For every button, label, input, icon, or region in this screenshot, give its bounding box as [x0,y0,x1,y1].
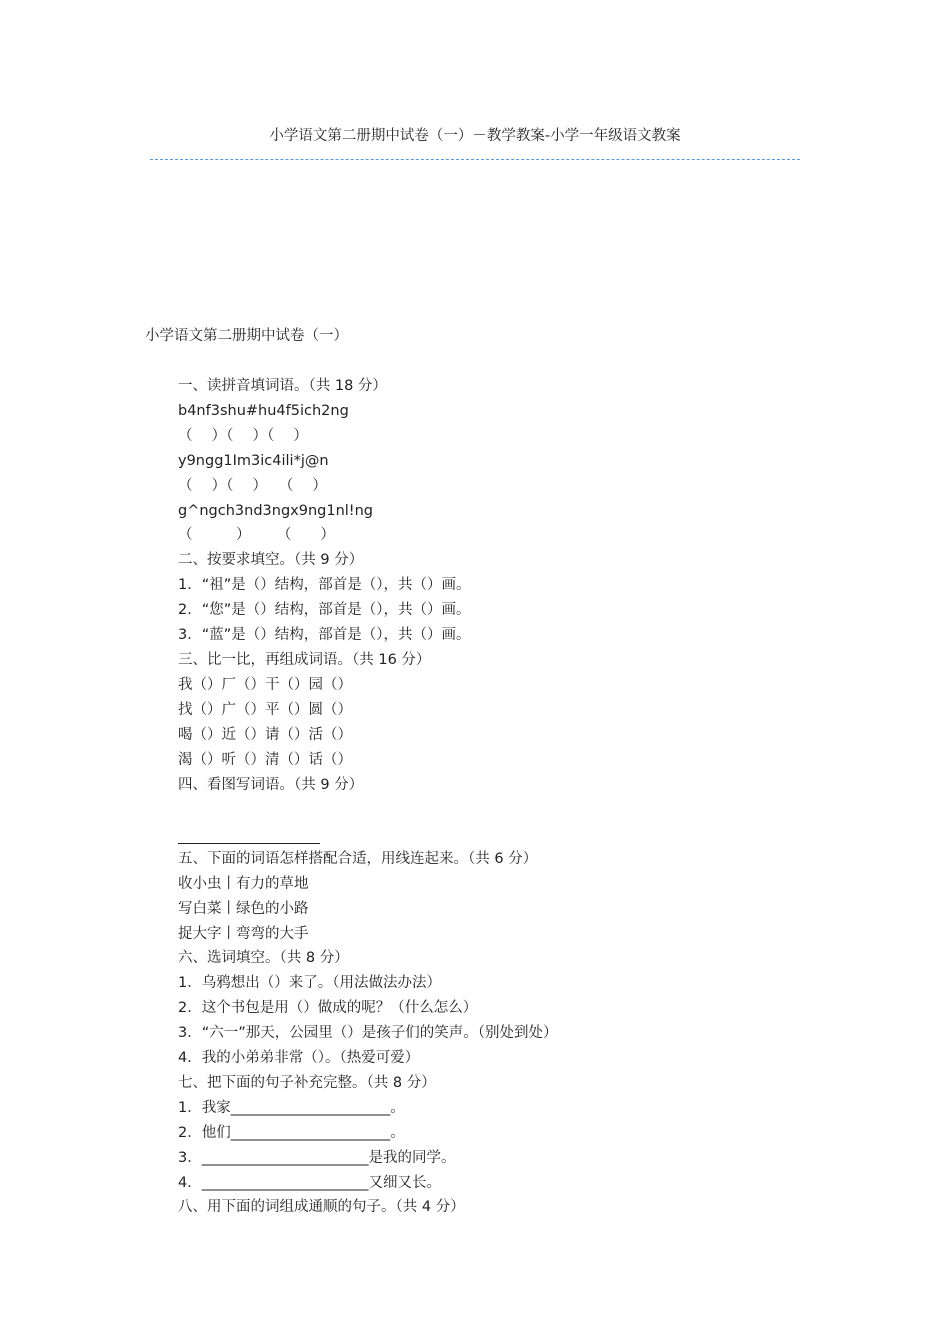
section-5-row-2: 写白菜丨绿色的小路 [178,901,309,917]
section-7-item-1: 1．我家______________________。 [178,1100,405,1116]
blank-brackets-line-2: （ ）（ ） （ ） [178,478,327,494]
section-2-heading: 二、按要求填空。（共 9 分） [178,552,364,568]
section-7-item-4: 4．_______________________又细又长。 [178,1175,441,1191]
section-5-heading: 五、下面的词语怎样搭配合适，用线连起来。（共 6 分） [178,851,538,867]
section-7-heading: 七、把下面的句子补充完整。（共 8 分） [178,1075,436,1091]
section-3-row-1: 我（）厂（）干（）园（） [178,677,352,693]
pinyin-line-1: b4nf3shu#hu4f5ich2ng [178,403,349,419]
section-7-item-3: 3．_______________________是我的同学。 [178,1150,456,1166]
section-7-item-2: 2．他们______________________。 [178,1125,405,1141]
section-6-item-4: 4．我的小弟弟非常（）。（热爱可爱） [178,1050,420,1066]
section-3-heading: 三、比一比，再组成词语。（共 16 分） [178,652,431,668]
section-3-row-4: 渴（）听（）清（）话（） [178,752,352,768]
section-5-row-1: 收小虫丨有力的草地 [178,876,309,892]
section-5-row-3: 捉大字丨弯弯的大手 [178,926,309,942]
header-dashed-rule [150,159,800,160]
section-2-item-2: 2．“您”是（）结构，部首是（），共（）画。 [178,602,471,618]
section-1-heading: 一、读拼音填词语。（共 18 分） [178,378,387,394]
pinyin-line-2: y9ngg1Im3ic4ili*j@n [178,453,329,469]
section-6-item-3: 3．“六一”那天，公园里（）是孩子们的笑声。（别处到处） [178,1025,558,1041]
page-header-title: 小学语文第二册期中试卷（一）－教学教案-小学一年级语文教案 [269,128,681,144]
section-8-heading: 八、用下面的词组成通顺的句子。（共 4 分） [178,1199,465,1215]
section-6-item-2: 2．这个书包是用（）做成的呢？（什么怎么） [178,1000,478,1016]
pinyin-line-3: g^ngch3nd3ngx9ng1nl!ng [178,503,373,519]
section-6-heading: 六、选词填空。（共 8 分） [178,950,349,966]
blank-brackets-line-1: （ ）（ ）（ ） [178,428,308,444]
section-3-row-3: 喝（）近（）请（）活（） [178,727,352,743]
section-6-item-1: 1．乌鸦想出（）来了。（用法做法办法） [178,975,441,991]
section-2-item-1: 1．“祖”是（）结构，部首是（），共（）画。 [178,577,471,593]
section-4-answer-line [178,843,320,844]
section-3-row-2: 找（）广（）平（）圆（） [178,702,352,718]
blank-brackets-line-3: （ ） （ ） [178,527,335,543]
section-4-heading: 四、看图写词语。（共 9 分） [178,777,364,793]
section-2-item-3: 3．“蓝”是（）结构，部首是（），共（）画。 [178,627,471,643]
document-title: 小学语文第二册期中试卷（一） [145,328,348,344]
